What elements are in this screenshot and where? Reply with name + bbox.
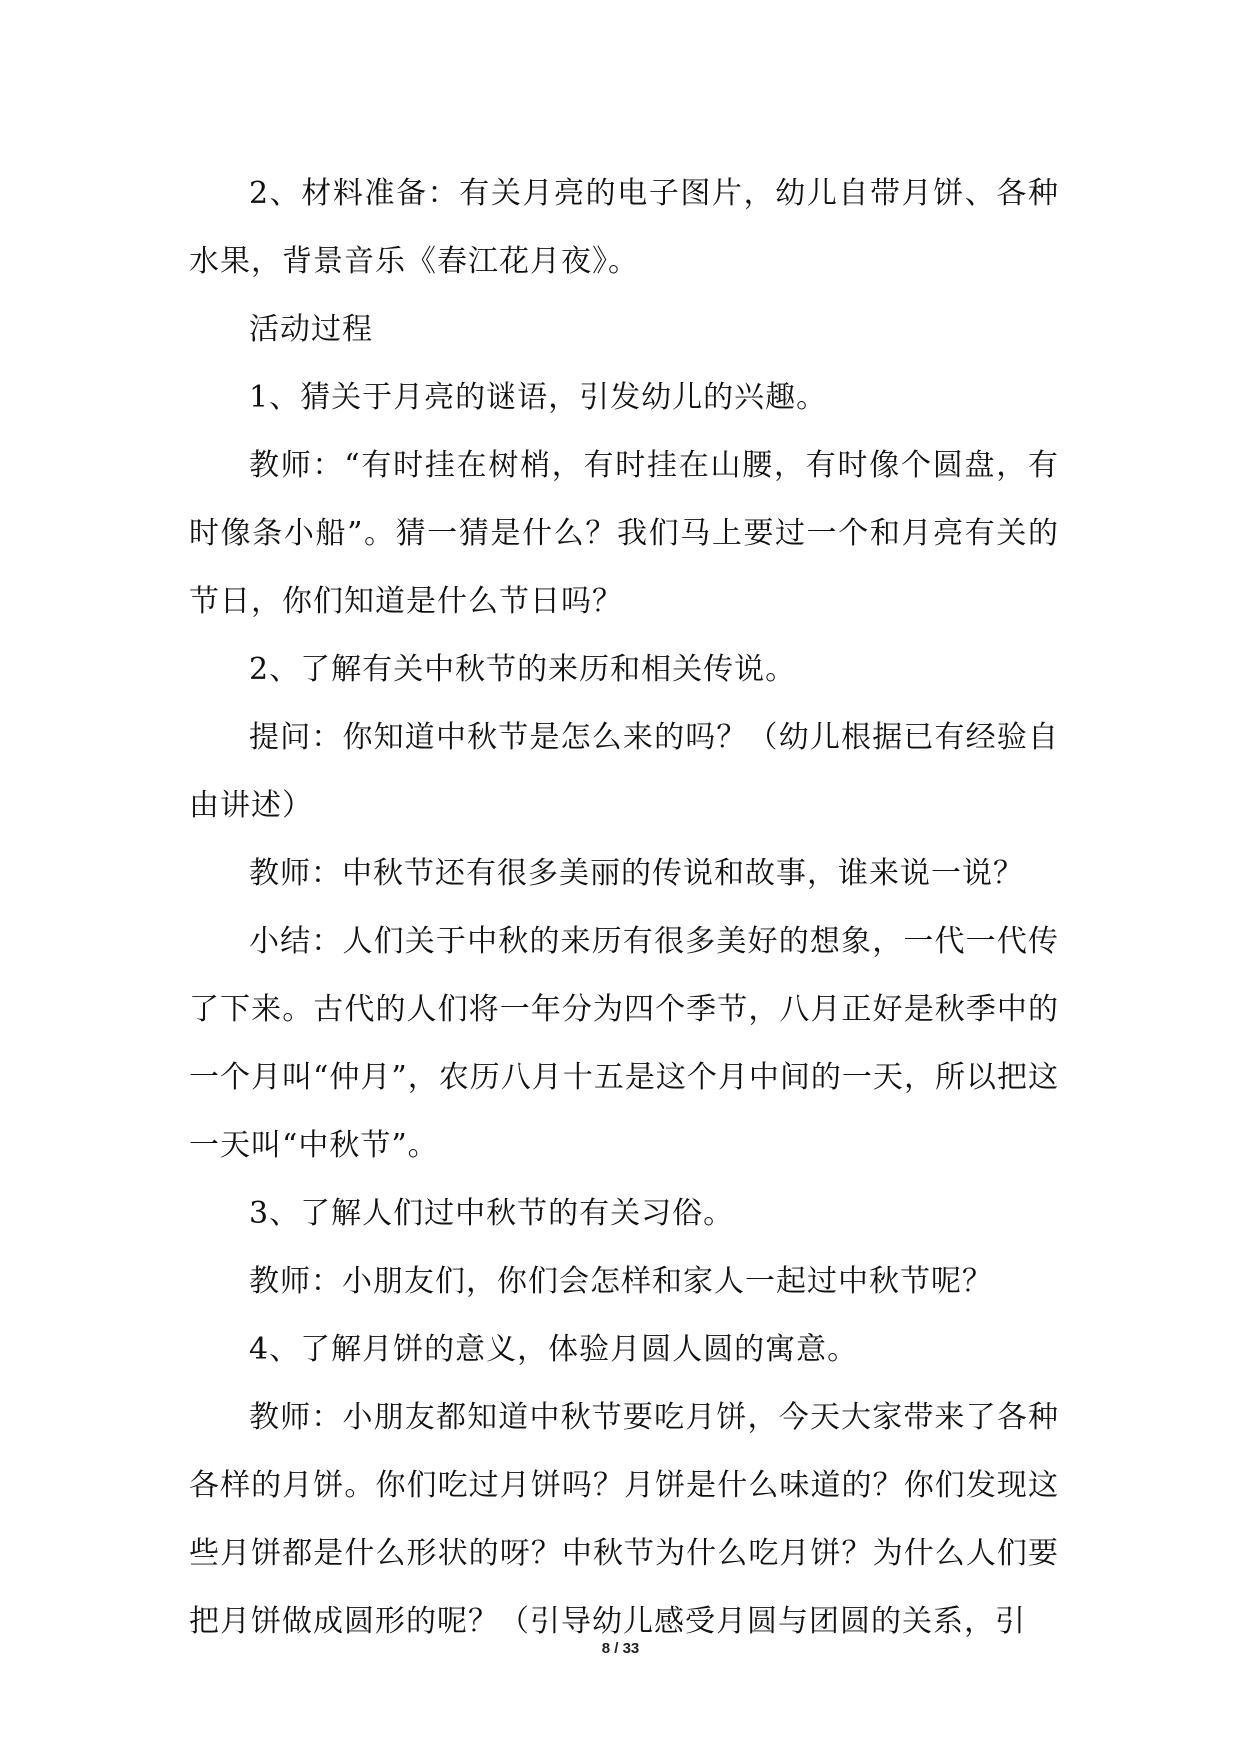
section-heading-activity-process: 活动过程	[249, 312, 373, 347]
paragraph-teacher-mooncakes: 教师：小朋友都知道中秋节要吃月饼，今天大家带来了各种各样的月饼。你们吃过月饼吗？月饼是什么味道的？你们发现这些月饼都是什么形状的呀？中秋节为什么吃月饼？为什么人们要把月饼做成圆形的呢？（引导幼儿感受月圆与团圆的关系，引	[189, 1400, 1059, 1639]
paragraph-question-origin: 提问：你知道中秋节是怎么来的吗？（幼儿根据已有经验自由讲述）	[189, 720, 1059, 823]
paragraph-teacher-customs: 教师：小朋友们，你们会怎样和家人一起过中秋节呢？	[249, 1264, 993, 1299]
paragraph-teacher-legends: 教师：中秋节还有很多美丽的传说和故事，谁来说一说？	[249, 856, 1024, 891]
paragraph-materials: 2、材料准备：有关月亮的电子图片，幼儿自带月饼、各种水果，背景音乐《春江花月夜》。	[189, 176, 1059, 279]
paragraph-step-3: 3、了解人们过中秋节的有关习俗。	[249, 1196, 735, 1231]
document-body	[189, 160, 1059, 1656]
page-number: 8 / 33	[601, 1640, 640, 1657]
paragraph-summary: 小结：人们关于中秋的来历有很多美好的想象，一代一代传了下来。古代的人们将一年分为四个季节，八月正好是秋季中的一个月叫“仲月”，农历八月十五是这个月中间的一天，所以把这一天叫“中秋节”。	[189, 924, 1059, 1163]
paragraph-step-2: 2、了解有关中秋节的来历和相关传说。	[249, 652, 797, 687]
paragraph-teacher-riddle: 教师：“有时挂在树梢，有时挂在山腰，有时像个圆盘，有时像条小船”。猜一猜是什么？我们马上要过一个和月亮有关的节日，你们知道是什么节日吗？	[189, 448, 1059, 619]
paragraph-step-1: 1、猜关于月亮的谜语，引发幼儿的兴趣。	[249, 380, 828, 415]
paragraph-step-4: 4、了解月饼的意义，体验月圆人圆的寓意。	[249, 1332, 859, 1367]
